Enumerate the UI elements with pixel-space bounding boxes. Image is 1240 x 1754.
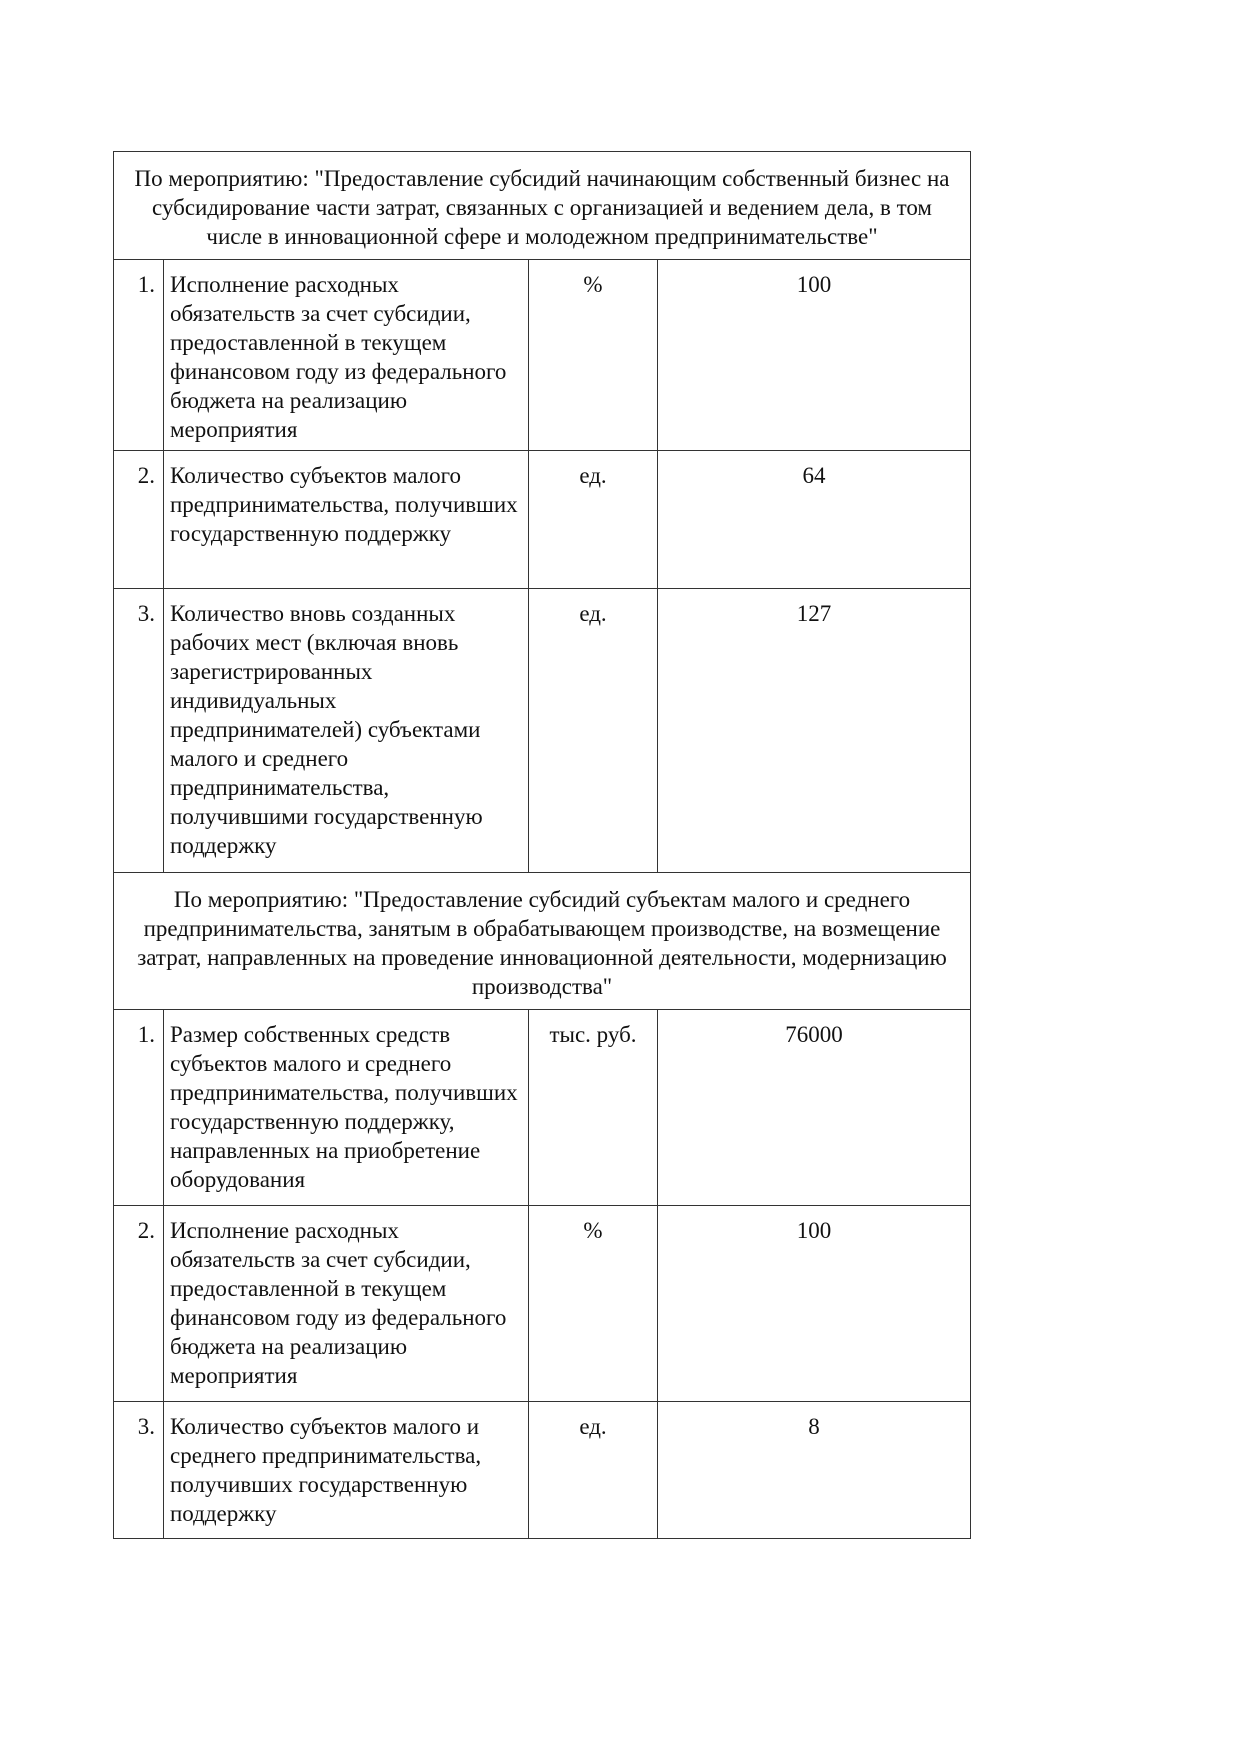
value: 64: [658, 451, 971, 589]
table-row: [114, 1010, 971, 1206]
section-header: [114, 873, 971, 1010]
indicator-name: Исполнение расходных обязательств за счет субсидии, предоставленной в текущем финансовом году из федерального бюджета на реализацию мероприятия: [164, 260, 529, 451]
value: 100: [658, 260, 971, 451]
row-number: 3.: [114, 1402, 164, 1539]
table-row: [114, 1402, 971, 1539]
unit: тыс. руб.: [529, 1010, 658, 1206]
unit: ед.: [529, 451, 658, 589]
table-row: [114, 589, 971, 873]
table-row: [114, 451, 971, 589]
indicator-name: Количество субъектов малого и среднего предпринимательства, получивших государственную поддержку: [164, 1402, 529, 1539]
table-row: [114, 1206, 971, 1402]
value: 127: [658, 589, 971, 873]
unit: %: [529, 260, 658, 451]
section-title: По мероприятию: "Предоставление субсидий субъектам малого и среднего предпринимательства, занятым в обрабатывающем производстве, на возмещение затрат, направленных на проведение инновационной деятельности, модернизацию производства": [114, 873, 971, 1010]
row-number: 3.: [114, 589, 164, 873]
indicator-name: Количество вновь созданных рабочих мест (включая вновь зарегистрированных индивидуальных предпринимателей) субъектами малого и среднего предпринимательства, получившими государственную поддержку: [164, 589, 529, 873]
row-number: 2.: [114, 1206, 164, 1402]
value: 8: [658, 1402, 971, 1539]
unit: %: [529, 1206, 658, 1402]
unit: ед.: [529, 589, 658, 873]
indicator-name: Исполнение расходных обязательств за счет субсидии, предоставленной в текущем финансовом году из федерального бюджета на реализацию мероприятия: [164, 1206, 529, 1402]
table-row: [114, 260, 971, 451]
indicators-table: [113, 151, 971, 1539]
row-number: 1.: [114, 1010, 164, 1206]
value: 100: [658, 1206, 971, 1402]
row-number: 1.: [114, 260, 164, 451]
indicator-name: Количество субъектов малого предпринимательства, получивших государственную поддержку: [164, 451, 529, 589]
section-header: [114, 152, 971, 260]
section-title: По мероприятию: "Предоставление субсидий начинающим собственный бизнес на субсидирование части затрат, связанных с организацией и ведением дела, в том числе в инновационной сфере и молодежном предпринимательстве": [114, 152, 971, 260]
indicator-name: Размер собственных средств субъектов малого и среднего предпринимательства, получивших государственную поддержку, направленных на приобретение оборудования: [164, 1010, 529, 1206]
value: 76000: [658, 1010, 971, 1206]
row-number: 2.: [114, 451, 164, 589]
unit: ед.: [529, 1402, 658, 1539]
